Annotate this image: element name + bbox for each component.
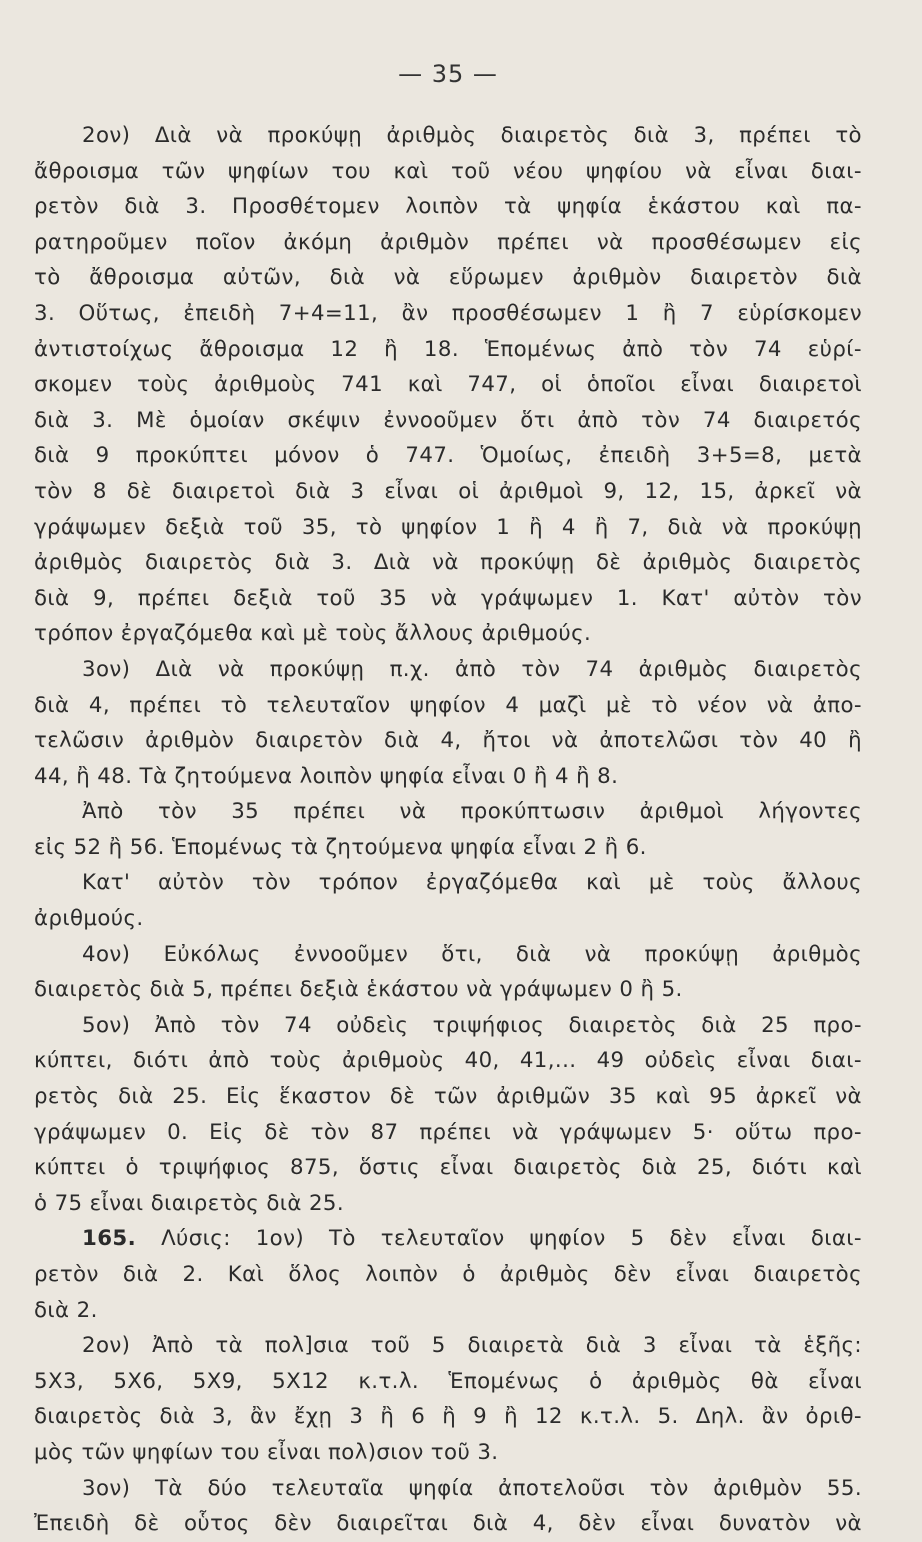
- text-line: διαιρετὸς διὰ 3, ἂν ἔχῃ 3 ἢ 6 ἢ 9 ἢ 12 κ.τ.λ. 5. Δηλ. ἂν ὀριθ-: [34, 1404, 862, 1430]
- text-line: 3ον) Διὰ νὰ προκύψῃ π.χ. ἀπὸ τὸν 74 ἀριθμὸς διαιρετὸς: [82, 656, 862, 682]
- text-line: ἄθροισμα τῶν ψηφίων του καὶ τοῦ νέου ψηφίου νὰ εἶναι διαι-: [34, 158, 862, 184]
- text-line: 2ον) Διὰ νὰ προκύψῃ ἀριθμὸς διαιρετὸς διὰ 3, πρέπει τὸ: [82, 123, 862, 148]
- text-line: μὸς τῶν ψηφίων του εἶναι πολ)σιον τοῦ 3.: [34, 1439, 499, 1465]
- text-line: διὰ 3. Μὲ ὁμοίαν σκέψιν ἐννοοῦμεν ὅτι ἀπὸ τὸν 74 διαιρετός: [34, 407, 862, 433]
- text-line: ἀριθμὸς διαιρετὸς διὰ 3. Διὰ νὰ προκύψῃ δὲ ἀριθμὸς διαιρετὸς: [34, 550, 862, 576]
- text-body: [34, 118, 862, 1542]
- text-line: τὸν 8 δὲ διαιρετοὶ διὰ 3 εἶναι οἱ ἀριθμοὶ 9, 12, 15, ἀρκεῖ νὰ: [34, 478, 862, 504]
- text-line: ὁ 75 εἶναι διαιρετὸς διὰ 25.: [34, 1190, 345, 1216]
- text-line: ρατηροῦμεν ποῖον ἀκόμη ἀριθμὸν πρέπει νὰ προσθέσωμεν εἰς: [34, 229, 862, 255]
- text-line: 2ον) Ἀπὸ τὰ πολ]σια τοῦ 5 διαιρετὰ διὰ 3 εἶναι τὰ ἑξῆς:: [82, 1333, 862, 1359]
- problem-number: 165.: [82, 1226, 137, 1252]
- text-line: τρόπον ἐργαζόμεθα καὶ μὲ τοὺς ἄλλους ἀριθμούς.: [34, 621, 592, 647]
- text-line: διὰ 9 προκύπτει μόνον ὁ 747. Ὁμοίως, ἐπειδὴ 3+5=8, μετὰ: [34, 443, 862, 469]
- text-line: 3ον) Τὰ δύο τελευταῖα ψηφία ἀποτελοῦσι τὸν ἀριθμὸν 55.: [82, 1475, 862, 1501]
- text-line: διὰ 9, πρέπει δεξιὰ τοῦ 35 νὰ γράψωμεν 1. Κατ' αὐτὸν τὸν: [34, 585, 862, 611]
- text-line: ρετὸς διὰ 25. Εἰς ἕκαστον δὲ τῶν ἀριθμῶν 35 καὶ 95 ἀρκεῖ νὰ: [34, 1084, 862, 1110]
- text-line: 3. Οὕτως, ἐπειδὴ 7+4=11, ἂν προσθέσωμεν 1 ἢ 7 εὑρίσκομεν: [34, 300, 862, 326]
- text-line: 44, ἢ 48. Τὰ ζητούμενα λοιπὸν ψηφία εἶναι 0 ἢ 4 ἢ 8.: [34, 763, 619, 789]
- text-line: 5X3, 5X6, 5X9, 5X12 κ.τ.λ. Ἑπομένως ὁ ἀριθμὸς θὰ εἶναι: [34, 1368, 862, 1394]
- text-line: 165. Λύσις: 1ον) Τὸ τελευταῖον ψηφίον 5 δὲν εἶναι διαι-: [82, 1226, 862, 1252]
- text-line: Κατ' αὐτὸν τὸν τρόπον ἐργαζόμεθα καὶ μὲ τοὺς ἄλλους: [82, 870, 862, 896]
- text-line: διαιρετὸς διὰ 5, πρέπει δεξιὰ ἑκάστου νὰ γράψωμεν 0 ἢ 5.: [34, 977, 683, 1003]
- text-line: κύπτει ὁ τριψήφιος 875, ὅστις εἶναι διαιρετὸς διὰ 25, διότι καὶ: [34, 1155, 862, 1181]
- page-number: — 35 —: [398, 60, 498, 88]
- text-line: ἀντιστοίχως ἄθροισμα 12 ἢ 18. Ἑπομένως ἀπὸ τὸν 74 εὑρί-: [34, 336, 862, 362]
- text-line: διὰ 2.: [34, 1297, 98, 1323]
- text-line: σκομεν τοὺς ἀριθμοὺς 741 καὶ 747, οἱ ὁποῖοι εἶναι διαιρετοὶ: [34, 372, 862, 398]
- text-line: τὸ ἄθροισμα αὐτῶν, διὰ νὰ εὕρωμεν ἀριθμὸν διαιρετὸν διὰ: [34, 265, 862, 291]
- text-line: γράψωμεν δεξιὰ τοῦ 35, τὸ ψηφίον 1 ἢ 4 ἢ 7, διὰ νὰ προκύψῃ: [34, 514, 862, 540]
- text-line: εἰς 52 ἢ 56. Ἑπομένως τὰ ζητούμενα ψηφία εἶναι 2 ἢ 6.: [34, 834, 647, 860]
- text-line: ρετὸν διὰ 3. Προσθέτομεν λοιπὸν τὰ ψηφία ἑκάστου καὶ πα-: [34, 194, 862, 220]
- text-line: κύπτει, διότι ἀπὸ τοὺς ἀριθμοὺς 40, 41,... 49 οὐδεὶς εἶναι διαι-: [34, 1048, 862, 1074]
- text-line: 4ον) Εὐκόλως ἐννοοῦμεν ὅτι, διὰ νὰ προκύψῃ ἀριθμὸς: [82, 941, 862, 967]
- text-line: ἀριθμούς.: [34, 906, 144, 932]
- text-line: 5ον) Ἀπὸ τὸν 74 οὐδεὶς τριψήφιος διαιρετὸς διὰ 25 προ-: [82, 1012, 862, 1038]
- text-line: τελῶσιν ἀριθμὸν διαιρετὸν διὰ 4, ἤτοι νὰ ἀποτελῶσι τὸν 40 ἢ: [34, 728, 862, 754]
- text-line: γράψωμεν 0. Εἰς δὲ τὸν 87 πρέπει νὰ γράψωμεν 5· οὕτω προ-: [34, 1119, 862, 1145]
- text-line: διὰ 4, πρέπει τὸ τελευταῖον ψηφίον 4 μαζὶ μὲ τὸ νέον νὰ ἀπο-: [34, 692, 862, 718]
- text-line: Ἐπειδὴ δὲ οὗτος δὲν διαιρεῖται διὰ 4, δὲν εἶναι δυνατὸν νὰ: [34, 1511, 862, 1537]
- text-line: Ἀπὸ τὸν 35 πρέπει νὰ προκύπτωσιν ἀριθμοὶ λήγοντες: [82, 799, 862, 825]
- text-line: ρετὸν διὰ 2. Καὶ ὅλος λοιπὸν ὁ ἀριθμὸς δὲν εἶναι διαιρετὸς: [34, 1262, 862, 1287]
